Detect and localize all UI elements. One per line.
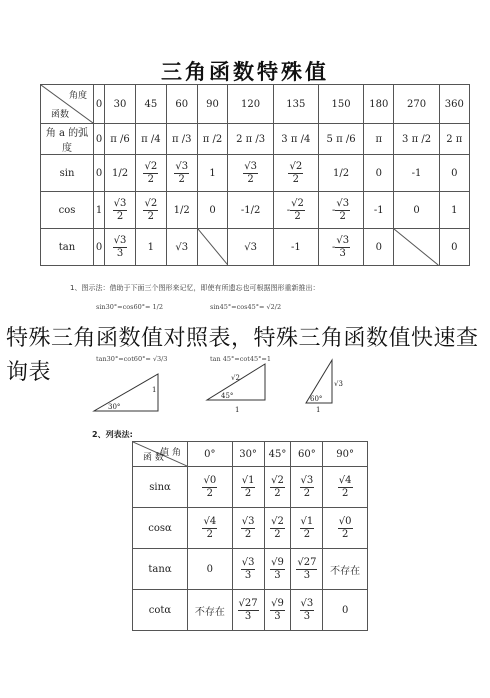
function-name: cosα bbox=[133, 508, 188, 549]
numerator: √3 bbox=[241, 515, 255, 527]
value-cell bbox=[105, 229, 136, 266]
degree-cell: 45 bbox=[135, 85, 166, 124]
denominator: 2 bbox=[274, 528, 281, 540]
fraction-value bbox=[270, 556, 285, 581]
denominator: 2 bbox=[116, 210, 124, 222]
denominator: 3 bbox=[274, 569, 281, 581]
value-cell bbox=[105, 192, 136, 229]
value-cell: 0 bbox=[323, 590, 368, 631]
denominator: 2 bbox=[244, 487, 252, 499]
triangle-60-side: 1 bbox=[316, 406, 321, 414]
fraction bbox=[290, 199, 305, 222]
numerator: √2 bbox=[291, 197, 304, 209]
denominator: 2 bbox=[303, 528, 311, 540]
denominator: 2 bbox=[341, 528, 349, 540]
fraction bbox=[202, 517, 217, 540]
denominator: 2 bbox=[339, 210, 346, 222]
numerator: √3 bbox=[336, 234, 350, 246]
fraction bbox=[243, 162, 258, 185]
degree-cell: 360 bbox=[439, 85, 469, 124]
fraction-value bbox=[202, 474, 217, 499]
header-function-label: 函数 bbox=[51, 110, 70, 120]
fraction bbox=[241, 476, 256, 499]
radian-cell: π bbox=[364, 124, 394, 155]
numerator: √2 bbox=[289, 160, 303, 172]
section-list-method: 2、列表法: bbox=[92, 430, 133, 439]
denominator: 2 bbox=[274, 487, 281, 499]
angle-cell: 0° bbox=[188, 442, 233, 467]
value-cell: -1 bbox=[394, 155, 439, 192]
denominator: 3 bbox=[116, 247, 124, 259]
radian-cell: π /6 bbox=[105, 124, 136, 155]
fraction bbox=[270, 476, 285, 499]
denominator: 3 bbox=[244, 610, 252, 622]
value-cell bbox=[323, 467, 368, 508]
numerator: √2 bbox=[271, 474, 284, 486]
equation-sin30: sin30°=cos60°= 1/2 bbox=[96, 303, 163, 311]
header-function-label: 函 数 bbox=[143, 453, 164, 463]
fraction bbox=[270, 517, 285, 540]
fraction bbox=[288, 162, 303, 185]
degree-cell: 150 bbox=[318, 85, 363, 124]
degree-cell: 0 bbox=[94, 85, 105, 124]
fraction bbox=[335, 199, 350, 222]
minus-sign: - bbox=[331, 204, 336, 216]
value-cell bbox=[188, 467, 233, 508]
value-cell: 1/2 bbox=[166, 192, 197, 229]
denominator: 3 bbox=[244, 569, 252, 581]
denominator: 3 bbox=[303, 569, 311, 581]
value-cell bbox=[291, 508, 323, 549]
triangle-60-angle: 60° bbox=[310, 395, 323, 403]
value-cell bbox=[291, 549, 323, 590]
fraction-value bbox=[243, 160, 258, 185]
value-cell: 0 bbox=[94, 229, 105, 266]
fraction bbox=[300, 517, 315, 540]
value-cell: 1 bbox=[135, 229, 166, 266]
fraction bbox=[270, 558, 285, 581]
table2-row-sinα bbox=[133, 467, 368, 508]
header-angle-label: 角度 bbox=[68, 91, 87, 101]
radian-cell: 3 π /2 bbox=[394, 124, 439, 155]
value-cell: 0 bbox=[439, 229, 469, 266]
equation-tan45: tan 45°=cot45°=1 bbox=[210, 355, 271, 363]
numerator: √9 bbox=[271, 597, 284, 609]
numerator: √27 bbox=[238, 597, 258, 609]
value-cell bbox=[264, 549, 291, 590]
value-cell bbox=[232, 590, 264, 631]
value-cell bbox=[273, 192, 318, 229]
fraction-value bbox=[143, 197, 158, 222]
value-cell: 0 bbox=[364, 229, 394, 266]
value-cell bbox=[264, 508, 291, 549]
undefined-cell bbox=[394, 229, 439, 266]
fraction-value bbox=[300, 597, 315, 622]
value-cell: 0 bbox=[439, 155, 469, 192]
degree-cell: 270 bbox=[394, 85, 439, 124]
equation-sin45: sin45°=cos45°= √2/2 bbox=[210, 303, 282, 311]
value-cell: 0 bbox=[94, 155, 105, 192]
radian-cell: 0 bbox=[94, 124, 105, 155]
degree-cell: 60 bbox=[166, 85, 197, 124]
numerator: √2 bbox=[271, 515, 284, 527]
value-cell: √3 bbox=[166, 229, 197, 266]
fraction-value bbox=[331, 197, 350, 222]
value-cell bbox=[318, 192, 363, 229]
fraction bbox=[241, 517, 256, 540]
degree-cell: 30 bbox=[105, 85, 136, 124]
fraction-value bbox=[238, 597, 259, 622]
fraction-value bbox=[338, 474, 353, 499]
denominator: 2 bbox=[247, 173, 254, 185]
numerator: √4 bbox=[338, 474, 352, 486]
degree-cell: 120 bbox=[228, 85, 273, 124]
value-cell: 不存在 bbox=[188, 590, 233, 631]
value-cell: -1/2 bbox=[228, 192, 273, 229]
fraction-value bbox=[296, 556, 317, 581]
fraction-value bbox=[241, 515, 256, 540]
fraction bbox=[270, 599, 285, 622]
fraction-value bbox=[113, 234, 128, 259]
table-corner-header bbox=[41, 85, 94, 124]
numerator: √4 bbox=[203, 515, 217, 527]
value-cell bbox=[264, 467, 291, 508]
fraction bbox=[338, 476, 353, 499]
numerator: √2 bbox=[144, 197, 158, 209]
triangle-30-angle: 30° bbox=[108, 403, 121, 411]
denominator: 2 bbox=[294, 210, 301, 222]
table2-corner-header bbox=[133, 442, 188, 467]
value-cell: 1/2 bbox=[318, 155, 363, 192]
numerator: √1 bbox=[241, 474, 255, 486]
value-cell bbox=[228, 155, 273, 192]
radian-cell: π /3 bbox=[166, 124, 197, 155]
fraction bbox=[174, 162, 189, 185]
denominator: 3 bbox=[274, 610, 281, 622]
angle-cell: 30° bbox=[232, 442, 264, 467]
numerator: √3 bbox=[300, 474, 314, 486]
fraction bbox=[113, 236, 128, 259]
value-cell bbox=[318, 229, 363, 266]
minus-sign: - bbox=[331, 241, 336, 253]
special-values-table bbox=[40, 84, 470, 266]
numerator: √2 bbox=[144, 160, 158, 172]
mnemonic-heading: 1、图示法：借助于下面三个图形来记忆，即使有所遗忘也可根据图形重新推出： bbox=[70, 284, 320, 292]
numerator: √3 bbox=[336, 197, 350, 209]
value-cell: -1 bbox=[364, 192, 394, 229]
radian-cell: 2 π /3 bbox=[228, 124, 273, 155]
triangle-30-side: 1 bbox=[152, 386, 157, 394]
degree-cell: 90 bbox=[197, 85, 228, 124]
fraction-value bbox=[174, 160, 189, 185]
fraction bbox=[113, 199, 128, 222]
angle-cell: 45° bbox=[264, 442, 291, 467]
fraction-value bbox=[300, 515, 315, 540]
numerator: √3 bbox=[113, 234, 127, 246]
denominator: 2 bbox=[178, 173, 185, 185]
page-title: 三角函数特殊值 bbox=[161, 60, 329, 84]
value-cell: 1 bbox=[439, 192, 469, 229]
fraction-value bbox=[288, 160, 303, 185]
value-cell bbox=[232, 467, 264, 508]
value-cell: √3 bbox=[228, 229, 273, 266]
value-cell: 0 bbox=[197, 192, 228, 229]
numerator: √3 bbox=[113, 197, 127, 209]
degree-cell: 180 bbox=[364, 85, 394, 124]
fraction-value bbox=[270, 597, 285, 622]
fraction-value bbox=[331, 234, 350, 259]
numerator: √9 bbox=[271, 556, 284, 568]
value-cell bbox=[135, 192, 166, 229]
angle-cell: 90° bbox=[323, 442, 368, 467]
fraction bbox=[238, 599, 259, 622]
numerator: √3 bbox=[175, 160, 189, 172]
denominator: 3 bbox=[339, 247, 346, 259]
denominator: 2 bbox=[147, 210, 155, 222]
fraction-value bbox=[241, 556, 256, 581]
value-cell bbox=[166, 155, 197, 192]
denominator: 2 bbox=[206, 487, 213, 499]
fraction bbox=[300, 476, 315, 499]
fraction-value bbox=[270, 515, 285, 540]
function-name: sinα bbox=[133, 467, 188, 508]
function-name: tan bbox=[41, 229, 94, 266]
fraction bbox=[241, 558, 256, 581]
triangle-45-side: 1 bbox=[235, 406, 240, 414]
numerator: √1 bbox=[300, 515, 314, 527]
numerator: √3 bbox=[244, 160, 257, 172]
triangle-60-hyp: √3 bbox=[334, 380, 343, 388]
fraction-value bbox=[241, 474, 256, 499]
fraction-value bbox=[270, 474, 285, 499]
fraction-value bbox=[113, 197, 128, 222]
function-name: sin bbox=[41, 155, 94, 192]
numerator: √3 bbox=[300, 597, 314, 609]
value-cell bbox=[291, 590, 323, 631]
value-cell bbox=[264, 590, 291, 631]
triangle-45-angle: 45° bbox=[221, 392, 234, 400]
fraction-value bbox=[202, 515, 217, 540]
table2-row-cotα bbox=[133, 590, 368, 631]
overlay-caption: 特殊三角函数值对照表，特殊三角函数值快速查询表 bbox=[6, 326, 479, 385]
denominator: 2 bbox=[292, 173, 299, 185]
denominator: 2 bbox=[206, 528, 213, 540]
function-name: cos bbox=[41, 192, 94, 229]
minus-sign: - bbox=[286, 204, 291, 216]
fraction-value bbox=[300, 474, 315, 499]
function-name: cotα bbox=[133, 590, 188, 631]
fraction bbox=[300, 599, 315, 622]
denominator: 2 bbox=[341, 487, 349, 499]
value-cell: 不存在 bbox=[323, 549, 368, 590]
value-cell: 0 bbox=[188, 549, 233, 590]
value-cell bbox=[135, 155, 166, 192]
table2-row-cosα bbox=[133, 508, 368, 549]
fraction bbox=[296, 558, 317, 581]
denominator: 3 bbox=[303, 610, 311, 622]
radian-cell: 2 π bbox=[439, 124, 469, 155]
value-cell: 0 bbox=[364, 155, 394, 192]
value-cell: 0 bbox=[394, 192, 439, 229]
radian-row bbox=[41, 124, 470, 155]
numerator: √3 bbox=[241, 556, 255, 568]
numerator: √0 bbox=[203, 474, 217, 486]
fraction bbox=[338, 517, 353, 540]
fraction bbox=[335, 236, 350, 259]
radian-cell: 3 π /4 bbox=[273, 124, 318, 155]
radian-label: 角 a 的弧度 bbox=[41, 124, 94, 155]
denominator: 2 bbox=[303, 487, 311, 499]
table2-row-tanα bbox=[133, 549, 368, 590]
value-cell: 1/2 bbox=[105, 155, 136, 192]
value-cell bbox=[291, 467, 323, 508]
angle-cell: 60° bbox=[291, 442, 323, 467]
equation-tan30: tan30°=cot60°= √3/3 bbox=[96, 355, 168, 363]
degree-row bbox=[41, 85, 470, 124]
numerator: √0 bbox=[338, 515, 352, 527]
fraction bbox=[143, 162, 158, 185]
value-cell bbox=[188, 508, 233, 549]
fraction bbox=[143, 199, 158, 222]
table-row-tan bbox=[41, 229, 470, 266]
triangle-45-hyp: √2 bbox=[231, 374, 240, 382]
table-row-cos bbox=[41, 192, 470, 229]
header-angle-label: 值 角 bbox=[160, 448, 181, 458]
value-cell bbox=[323, 508, 368, 549]
table-row-sin bbox=[41, 155, 470, 192]
denominator: 2 bbox=[147, 173, 155, 185]
angle-row bbox=[133, 442, 368, 467]
value-cell: 1 bbox=[197, 155, 228, 192]
list-method-table bbox=[132, 441, 368, 631]
fraction-value bbox=[143, 160, 158, 185]
fraction-value bbox=[286, 197, 305, 222]
value-cell bbox=[232, 508, 264, 549]
value-cell bbox=[273, 155, 318, 192]
value-cell: 1 bbox=[94, 192, 105, 229]
degree-cell: 135 bbox=[273, 85, 318, 124]
fraction-value bbox=[338, 515, 353, 540]
radian-cell: π /2 bbox=[197, 124, 228, 155]
function-name: tanα bbox=[133, 549, 188, 590]
undefined-cell bbox=[197, 229, 228, 266]
value-cell: -1 bbox=[273, 229, 318, 266]
numerator: √27 bbox=[297, 556, 317, 568]
value-cell bbox=[232, 549, 264, 590]
fraction bbox=[202, 476, 217, 499]
radian-cell: 5 π /6 bbox=[318, 124, 363, 155]
denominator: 2 bbox=[244, 528, 252, 540]
radian-cell: π /4 bbox=[135, 124, 166, 155]
